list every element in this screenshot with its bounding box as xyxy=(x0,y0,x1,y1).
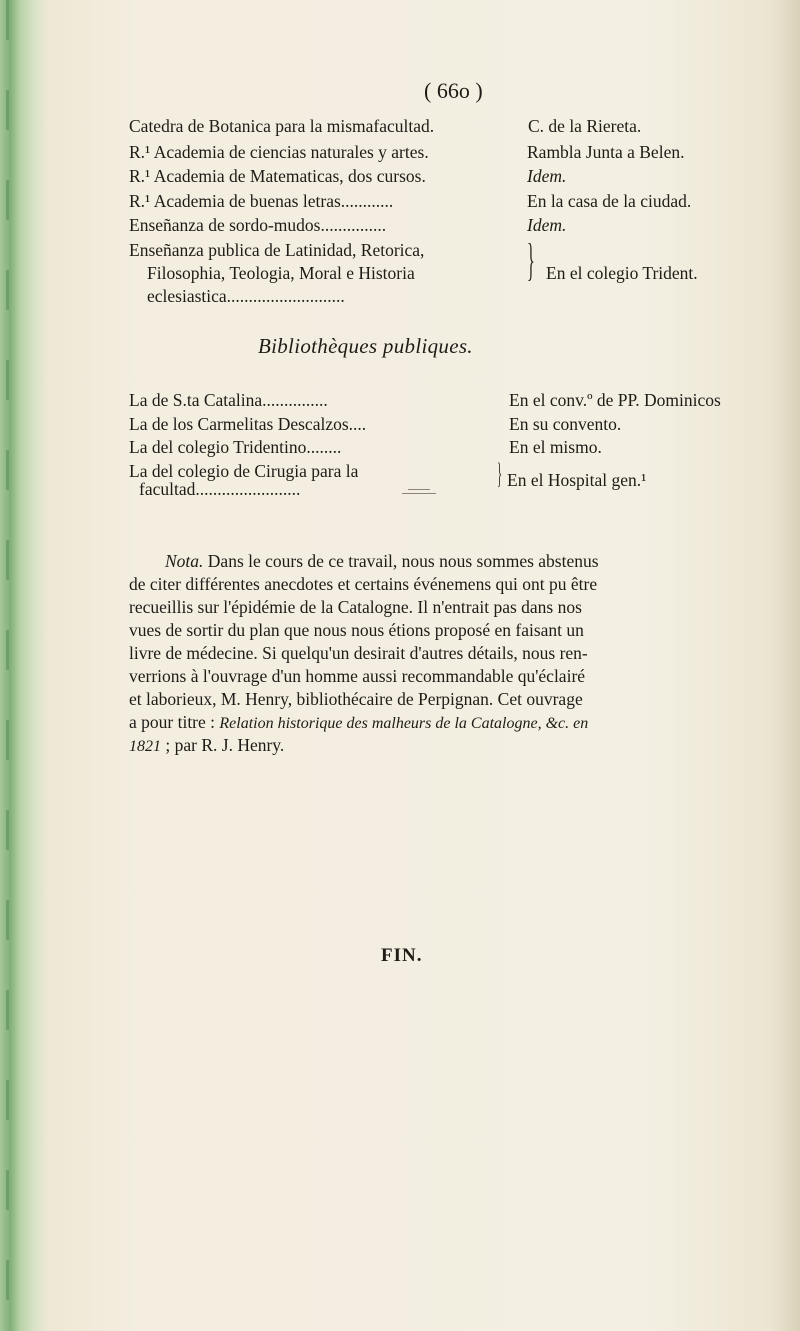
closing-fin: FIN. xyxy=(381,945,423,966)
nota-line: livre de médecine. Si quelqu'un desirait d'autres détails, nous ren- xyxy=(129,643,588,663)
grouped-library-right: En el Hospital gen.¹ xyxy=(507,470,647,490)
nota-line: Dans le cours de ce travail, nous nous sommes abstenus xyxy=(207,551,599,571)
library-left: La de S.ta Catalina............... xyxy=(129,390,328,410)
nota-line: verrions à l'ouvrage d'un homme aussi recommandable qu'éclairé xyxy=(129,666,586,686)
entry-right: Idem. xyxy=(527,215,567,235)
library-right: En el mismo. xyxy=(509,437,602,457)
entry-left: Catedra de Botanica para la mismafacultad. xyxy=(129,116,435,136)
grouped-entry-line: Filosophia, Teologia, Moral e Historia xyxy=(147,263,415,283)
divider-rule xyxy=(402,493,436,494)
nota-title-line xyxy=(129,711,588,735)
entry-right: Rambla Junta a Belen. xyxy=(527,142,685,162)
library-right: En su convento. xyxy=(509,414,622,434)
section-heading: Bibliothèques publiques. xyxy=(258,334,473,358)
nota-line: a pour titre : xyxy=(129,712,216,732)
nota-label: Nota. xyxy=(165,551,204,571)
entry-left: R.¹ Academia de ciencias naturales y artes. xyxy=(129,142,429,162)
grouped-library-line: facultad........................ xyxy=(139,479,301,499)
divider-rule xyxy=(408,489,430,490)
entry-left: R.¹ Academia de Matematicas, dos cursos. xyxy=(129,166,426,186)
nota-line: recueillis sur l'épidémie de la Catalogne. Il n'entrait pas dans nos xyxy=(129,597,582,617)
nota-line: et laborieux, M. Henry, bibliothécaire de Perpignan. Cet ouvrage xyxy=(129,689,583,709)
nota-year: 1821 xyxy=(129,738,161,755)
entry-right: Idem. xyxy=(527,166,567,186)
entry-left: R.¹ Academia de buenas letras............ xyxy=(129,191,394,211)
grouped-entry-right: En el colegio Trident. xyxy=(546,263,698,283)
grouped-library-line: La del colegio de Cirugia para la xyxy=(129,461,359,481)
entry-left: Enseñanza de sordo-mudos............... xyxy=(129,215,387,235)
right-brace: } xyxy=(527,234,535,285)
green-binding-edge xyxy=(0,0,48,1331)
entry-right: En la casa de la ciudad. xyxy=(527,191,692,211)
library-right: En el conv.º de PP. Dominicos xyxy=(509,390,721,410)
grouped-entry-line: Enseñanza publica de Latinidad, Retorica, xyxy=(129,240,425,260)
nota-end: ; par R. J. Henry. xyxy=(165,735,285,755)
nota-line: de citer différentes anecdotes et certains événemens qui ont pu être xyxy=(129,574,598,594)
nota-first-line xyxy=(165,550,599,572)
nota-line: vues de sortir du plan que nous nous étions proposé en faisant un xyxy=(129,620,584,640)
library-left: La del colegio Tridentino........ xyxy=(129,437,342,457)
entry-right: C. de la Riereta. xyxy=(528,116,642,136)
page-number: ( 66o ) xyxy=(424,78,483,103)
library-left: La de los Carmelitas Descalzos.... xyxy=(129,414,367,434)
nota-book-title: Relation historique des malheurs de la Catalogne, &c. en xyxy=(219,715,589,732)
right-brace: } xyxy=(497,457,503,490)
nota-last-line xyxy=(129,734,284,758)
grouped-entry-line: eclesiastica........................... xyxy=(147,286,345,306)
